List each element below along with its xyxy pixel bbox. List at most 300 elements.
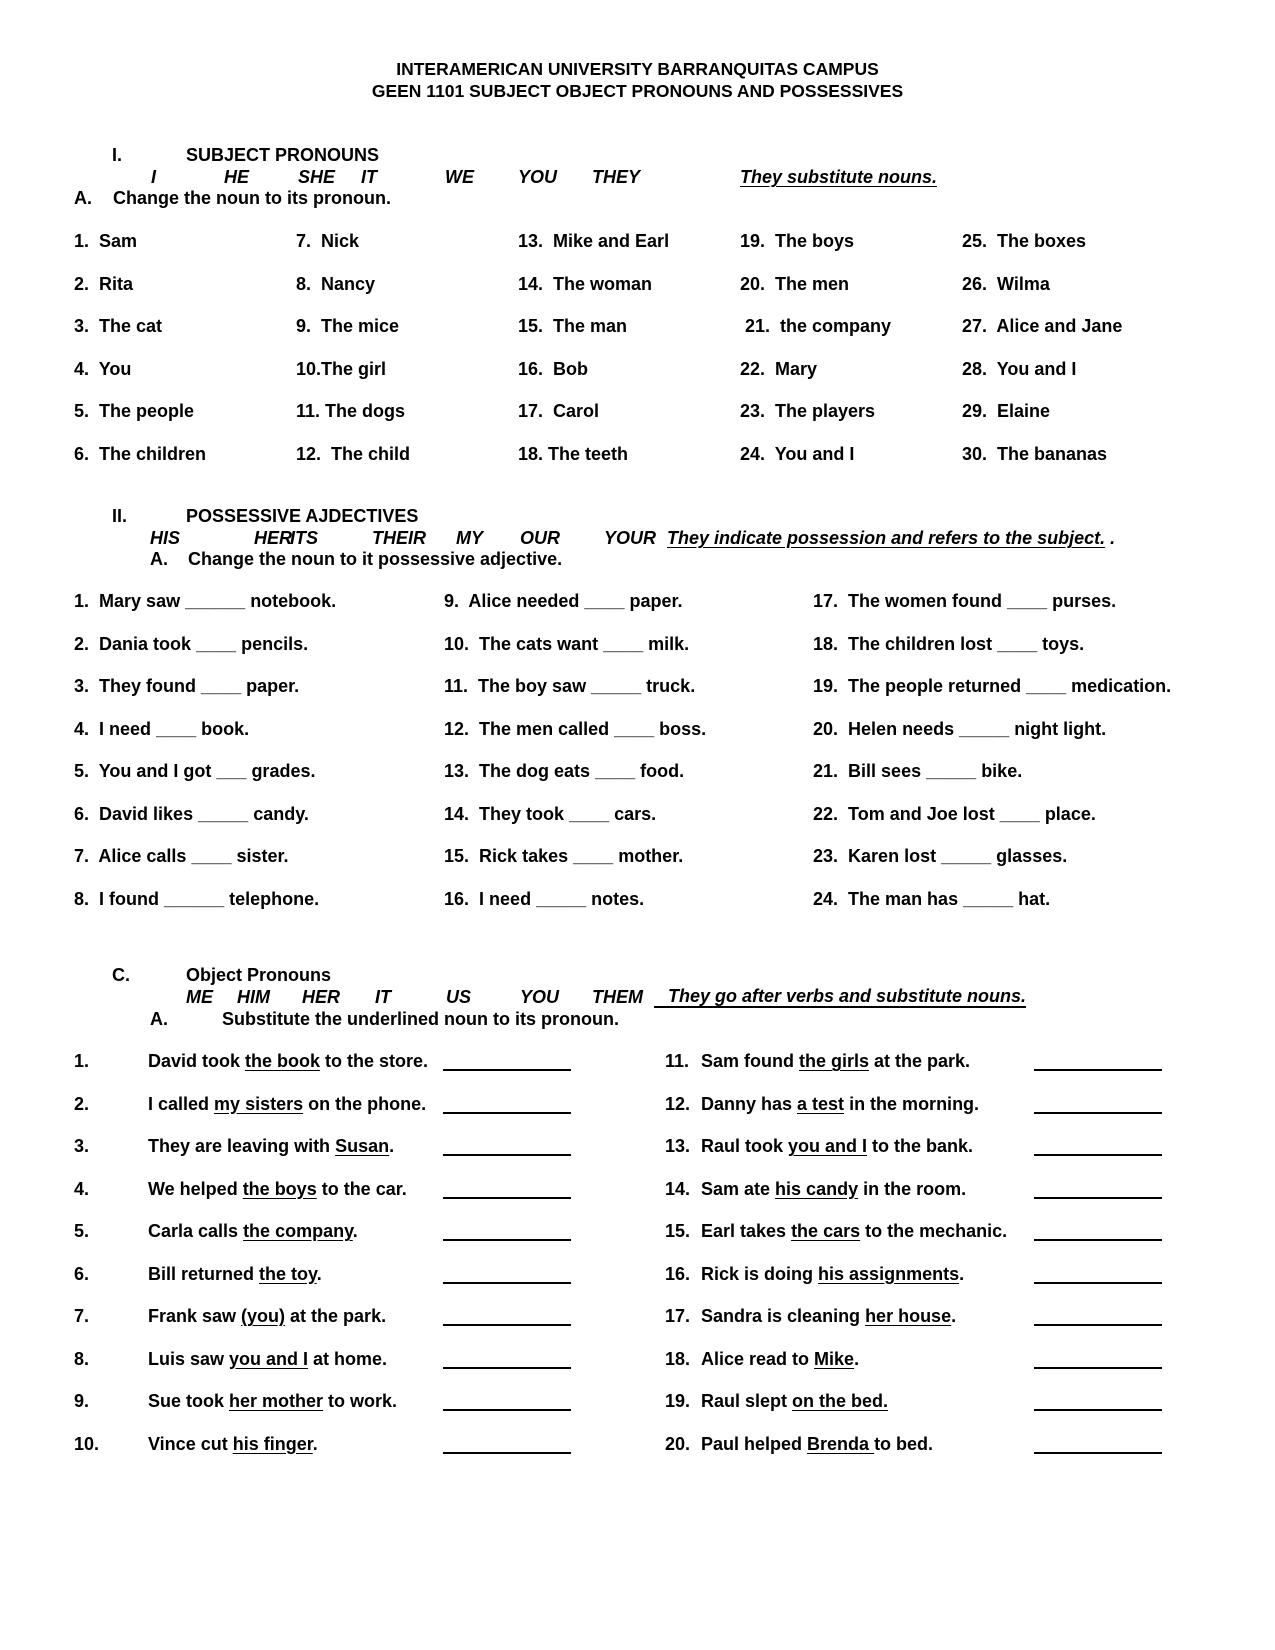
section3-numeral: C. <box>112 965 130 985</box>
fill-in-item <box>444 633 689 655</box>
pronoun: ME <box>186 987 213 1007</box>
fill-in-item <box>74 845 289 867</box>
sentence-end: to the bank. <box>867 1136 974 1156</box>
item-text-before: Rick takes <box>479 846 569 866</box>
item-text-before: I need <box>479 888 532 909</box>
item-number: 3. <box>74 676 90 696</box>
fill-in-item <box>813 590 1116 612</box>
item-number: 1. <box>74 591 90 611</box>
item-number: 5. <box>74 761 90 781</box>
noun-item: 14. The woman <box>518 273 653 294</box>
pronoun: I <box>151 167 157 187</box>
noun-item: 12. The child <box>296 443 411 464</box>
item-sentence <box>701 1433 933 1455</box>
item-text-before: The women found <box>848 591 1003 611</box>
noun-item: 19. The boys <box>740 231 855 251</box>
answer-blank[interactable]: ____ <box>584 591 625 611</box>
answer-line[interactable] <box>443 1154 571 1156</box>
sentence-start: We helped <box>148 1178 243 1199</box>
fill-in-item <box>444 718 706 740</box>
item-text-after: cars. <box>614 803 657 824</box>
underlined-noun: Mike <box>814 1348 855 1369</box>
item-number: 18. <box>665 1348 691 1369</box>
item-text-after: book. <box>201 718 250 739</box>
item-text-before: Alice calls <box>98 846 187 866</box>
section3-title: Object Pronouns <box>186 965 332 985</box>
noun-item: 13. Mike and Earl <box>518 231 670 251</box>
item-number: 8. <box>74 888 90 909</box>
item-sentence <box>148 1305 386 1327</box>
answer-blank[interactable]: ____ <box>595 761 636 781</box>
answer-line[interactable] <box>443 1069 571 1071</box>
underlined-noun: Susan <box>335 1136 390 1156</box>
fill-in-item <box>813 718 1106 740</box>
item-number: 21. <box>813 761 839 781</box>
underlined-noun: my sisters <box>214 1093 304 1114</box>
pronoun: YOUR <box>604 528 657 548</box>
underlined-noun: the toy <box>259 1263 317 1284</box>
sentence-end: to work. <box>323 1391 398 1411</box>
item-sentence <box>701 1050 970 1072</box>
item-text-after: glasses. <box>996 846 1068 866</box>
sentence-end: at home. <box>308 1348 388 1369</box>
underlined-noun: a test <box>797 1093 845 1114</box>
item-text-before: David likes <box>99 803 194 824</box>
sentence-start: Paul helped <box>701 1433 808 1454</box>
answer-blank[interactable]: ____ <box>1007 591 1048 611</box>
item-number: 2. <box>74 1093 90 1114</box>
item-text-after: grades. <box>251 761 316 781</box>
pronoun: MY <box>456 528 483 548</box>
item-number: 1. <box>74 1051 90 1071</box>
noun-item: 17. Carol <box>518 401 600 421</box>
item-number: 18. <box>813 633 839 654</box>
underlined-noun: her house <box>865 1306 952 1326</box>
item-text-before: You and I got <box>98 761 212 781</box>
answer-blank[interactable]: _____ <box>959 718 1010 739</box>
underlined-noun: you and I <box>229 1348 309 1369</box>
item-text-before: Tom and Joe lost <box>848 803 995 824</box>
pronoun: HER <box>302 987 341 1007</box>
sentence-end: at the park. <box>285 1306 387 1326</box>
item-text-after: medication. <box>1071 676 1172 696</box>
item-text-after: milk. <box>648 633 690 654</box>
item-text-after: toys. <box>1042 633 1085 654</box>
noun-item: 16. Bob <box>518 358 589 379</box>
item-sentence <box>701 1178 966 1200</box>
answer-line[interactable] <box>1034 1409 1162 1411</box>
item-number: 15. <box>444 846 470 866</box>
underlined-noun: her mother <box>229 1391 324 1411</box>
fill-in-item <box>813 888 1050 910</box>
answer-blank[interactable]: ____ <box>997 633 1038 654</box>
answer-blank[interactable]: ______ <box>185 591 246 611</box>
sentence-end: . <box>389 1136 395 1156</box>
item-text-after: food. <box>640 761 685 781</box>
sentence-start: Sue took <box>148 1391 230 1411</box>
pronoun: YOU <box>518 167 558 187</box>
noun-item: 11. The dogs <box>296 401 406 421</box>
pronoun: SHE <box>298 167 336 187</box>
item-text-before: The men called <box>479 718 610 739</box>
sentence-start: Bill returned <box>148 1263 260 1284</box>
item-number: 9. <box>74 1391 90 1411</box>
item-text-before: They took <box>479 803 565 824</box>
item-number: 3. <box>74 1136 90 1156</box>
pronoun: THEM <box>592 987 643 1007</box>
sentence-start: Raul took <box>701 1136 789 1156</box>
item-text-before: Karen lost <box>848 846 937 866</box>
answer-blank[interactable]: _____ <box>926 761 977 781</box>
item-sentence <box>701 1390 888 1412</box>
item-sentence <box>148 1433 318 1455</box>
answer-blank[interactable]: _____ <box>963 888 1014 909</box>
item-number: 12. <box>444 718 470 739</box>
pronoun: HER <box>254 528 293 548</box>
noun-item: 7. Nick <box>296 231 360 251</box>
fill-in-item <box>444 888 644 910</box>
underlined-noun: Brenda <box>807 1433 875 1454</box>
noun-item: 27. Alice and Jane <box>962 316 1123 336</box>
item-text-before: The man has <box>848 888 959 909</box>
noun-item: 21. the company <box>740 316 892 336</box>
noun-item: 18. The teeth <box>518 443 629 464</box>
pronoun: HIS <box>150 528 181 548</box>
answer-line[interactable] <box>1034 1197 1162 1199</box>
pronoun: ITS <box>290 528 319 548</box>
document-title-line2: GEEN 1101 SUBJECT OBJECT PRONOUNS AND POSSESSIVES <box>371 81 904 101</box>
item-text-before: They found <box>99 676 197 696</box>
noun-item: 4. You <box>74 358 132 379</box>
item-text-after: purses. <box>1052 591 1117 611</box>
fill-in-item <box>74 633 308 655</box>
item-number: 20. <box>665 1433 691 1454</box>
noun-item: 25. The boxes <box>962 231 1087 251</box>
section1-note: They substitute nouns. <box>740 167 938 187</box>
answer-line[interactable] <box>1034 1069 1162 1071</box>
fill-in-item <box>813 760 1022 782</box>
answer-blank[interactable]: ____ <box>573 846 614 866</box>
noun-item: 3. The cat <box>74 316 163 336</box>
noun-item: 29. Elaine <box>962 401 1051 421</box>
item-sentence <box>148 1263 322 1285</box>
item-number: 8. <box>74 1348 90 1369</box>
section2-note-trail: . <box>1105 528 1116 548</box>
noun-item: 22. Mary <box>740 358 818 379</box>
sentence-start: I called <box>148 1093 215 1114</box>
answer-line[interactable] <box>1034 1239 1162 1241</box>
item-text-after: paper. <box>629 591 683 611</box>
item-number: 14. <box>444 803 470 824</box>
sentence-end: to the car. <box>316 1178 407 1199</box>
answer-line[interactable] <box>443 1409 571 1411</box>
answer-line[interactable] <box>1034 1112 1162 1114</box>
item-text-before: Helen needs <box>848 718 955 739</box>
section1-instruction: Change the noun to its pronoun. <box>113 188 391 208</box>
sentence-end: to the mechanic. <box>860 1221 1008 1241</box>
noun-item: 20. The men <box>740 273 850 294</box>
fill-in-item <box>813 803 1096 825</box>
fill-in-item <box>813 633 1084 655</box>
answer-line[interactable] <box>443 1324 571 1326</box>
pronoun: HE <box>224 167 250 187</box>
sentence-end: at the park. <box>869 1051 971 1071</box>
answer-line[interactable] <box>1034 1154 1162 1156</box>
section2-title: POSSESSIVE AJDECTIVES <box>186 506 419 526</box>
item-number: 14. <box>665 1178 691 1199</box>
underlined-noun: his finger <box>232 1433 313 1454</box>
item-number: 10. <box>444 633 470 654</box>
underlined-noun: his assignments <box>818 1263 960 1284</box>
answer-line[interactable] <box>1034 1367 1162 1369</box>
fill-in-item <box>74 803 309 825</box>
sentence-start: Sandra is cleaning <box>701 1306 866 1326</box>
sentence-end: on the phone. <box>303 1093 427 1114</box>
item-number: 15. <box>665 1221 691 1241</box>
answer-blank[interactable]: _____ <box>591 676 642 696</box>
pronoun: IT <box>375 987 391 1007</box>
answer-line[interactable] <box>1034 1452 1162 1454</box>
item-text-before: The boy saw <box>478 676 587 696</box>
answer-blank[interactable]: ____ <box>999 803 1040 824</box>
noun-item: 15. The man <box>518 316 628 336</box>
item-number: 6. <box>74 803 90 824</box>
sentence-start: Carla calls <box>148 1221 244 1241</box>
sentence-end: . <box>959 1263 965 1284</box>
item-number: 13. <box>665 1136 691 1156</box>
answer-line[interactable] <box>1034 1324 1162 1326</box>
sentence-start: David took <box>148 1051 246 1071</box>
fill-in-item <box>444 675 695 697</box>
sentence-end: . <box>951 1306 957 1326</box>
noun-item: 9. The mice <box>296 316 400 336</box>
noun-item: 28. You and I <box>962 358 1077 379</box>
item-text-before: Mary saw <box>99 591 181 611</box>
sentence-start: Vince cut <box>148 1433 233 1454</box>
sentence-start: Frank saw <box>148 1306 242 1326</box>
section2-instruction: Change the noun to it possessive adjective. <box>188 549 563 569</box>
answer-line[interactable] <box>443 1197 571 1199</box>
item-text-before: The cats want <box>479 633 599 654</box>
item-text-after: truck. <box>646 676 696 696</box>
item-number: 22. <box>813 803 839 824</box>
sentence-start: Danny has <box>701 1093 798 1114</box>
section2-numeral: II. <box>112 506 128 526</box>
section3-note: They go after verbs and substitute nouns. <box>654 986 1026 1008</box>
item-sentence <box>148 1220 358 1242</box>
pronoun: THEY <box>592 167 641 187</box>
item-text-after: pencils. <box>241 633 309 654</box>
item-sentence <box>148 1050 428 1072</box>
answer-blank[interactable]: ____ <box>196 633 237 654</box>
section1-instruction-letter: A. <box>74 188 92 208</box>
item-sentence <box>701 1263 964 1285</box>
pronoun: WE <box>445 167 474 187</box>
pronoun: THEIR <box>372 528 426 548</box>
item-number: 7. <box>74 1306 90 1326</box>
item-number: 11. <box>444 676 469 696</box>
item-number: 2. <box>74 633 90 654</box>
fill-in-item <box>74 888 319 910</box>
fill-in-item <box>74 718 249 740</box>
item-text-before: The dog eats <box>479 761 591 781</box>
answer-blank[interactable]: _____ <box>536 888 587 909</box>
item-text-after: bike. <box>981 761 1023 781</box>
item-text-after: notes. <box>591 888 645 909</box>
answer-blank[interactable]: ____ <box>1026 676 1067 696</box>
sentence-end: . <box>854 1348 860 1369</box>
sentence-end: . <box>352 1221 358 1241</box>
item-number: 4. <box>74 1178 90 1199</box>
underlined-noun: you and I <box>788 1136 868 1156</box>
item-text-before: Alice needed <box>468 591 580 611</box>
item-text-before: Dania took <box>99 633 192 654</box>
pronoun: US <box>446 987 472 1007</box>
answer-blank[interactable]: ____ <box>156 718 197 739</box>
fill-in-item <box>813 845 1067 867</box>
underlined-noun: his candy <box>775 1178 859 1199</box>
item-number: 17. <box>665 1306 691 1326</box>
section2-note-wrap <box>667 527 1115 549</box>
noun-item: 23. The players <box>740 401 876 421</box>
answer-line[interactable] <box>443 1282 571 1284</box>
underlined-noun: the company <box>243 1221 353 1241</box>
item-text-after: telephone. <box>229 888 320 909</box>
item-number: 16. <box>665 1263 691 1284</box>
noun-item: 1. Sam <box>74 231 138 251</box>
item-text-after: mother. <box>618 846 684 866</box>
item-text-after: boss. <box>659 718 707 739</box>
sentence-end: to bed. <box>874 1433 934 1454</box>
item-text-before: Bill sees <box>848 761 922 781</box>
item-sentence <box>148 1178 407 1200</box>
answer-blank[interactable]: ____ <box>191 846 232 866</box>
sentence-end: to the store. <box>320 1051 429 1071</box>
underlined-noun: (you) <box>241 1306 286 1326</box>
pronoun: HIM <box>237 987 270 1007</box>
item-number: 9. <box>444 591 460 611</box>
item-text-before: I found <box>99 888 160 909</box>
sentence-start: Rick is doing <box>701 1263 819 1284</box>
sentence-start: Sam ate <box>701 1178 776 1199</box>
section1-numeral: I. <box>112 145 123 165</box>
noun-item: 10.The girl <box>296 358 387 379</box>
answer-blank[interactable]: ____ <box>201 676 242 696</box>
fill-in-item <box>74 590 336 612</box>
fill-in-item <box>74 675 299 697</box>
sentence-end: in the room. <box>858 1178 967 1199</box>
underlined-noun: the boys <box>242 1178 317 1199</box>
item-sentence <box>701 1348 859 1370</box>
answer-blank[interactable]: ______ <box>164 888 225 909</box>
answer-line[interactable] <box>443 1112 571 1114</box>
answer-blank[interactable]: _____ <box>198 803 249 824</box>
item-text-before: The children lost <box>848 633 993 654</box>
item-text-before: I need <box>99 718 152 739</box>
item-number: 16. <box>444 888 470 909</box>
answer-line[interactable] <box>1034 1282 1162 1284</box>
underlined-noun: the book <box>245 1051 321 1071</box>
sentence-end: . <box>316 1263 322 1284</box>
answer-blank[interactable]: _____ <box>941 846 992 866</box>
item-number: 19. <box>813 676 839 696</box>
item-sentence <box>701 1093 979 1115</box>
answer-line[interactable] <box>443 1367 571 1369</box>
item-text-after: night light. <box>1014 718 1107 739</box>
sentence-start: Sam found <box>701 1051 799 1071</box>
item-number: 13. <box>444 761 470 781</box>
section2-note: They indicate possession and refers to the subject. <box>667 528 1106 548</box>
item-number: 4. <box>74 718 90 739</box>
pronoun: YOU <box>520 987 560 1007</box>
sentence-start: Earl takes <box>701 1221 792 1241</box>
item-text-after: hat. <box>1018 888 1051 909</box>
sentence-end: . <box>312 1433 318 1454</box>
noun-item: 8. Nancy <box>296 273 376 294</box>
item-number: 11. <box>665 1051 690 1071</box>
item-number: 17. <box>813 591 839 611</box>
document-title-line1: INTERAMERICAN UNIVERSITY BARRANQUITAS CAMPUS <box>396 59 879 79</box>
fill-in-item <box>444 845 683 867</box>
section3-instruction: Substitute the underlined noun to its pronoun. <box>222 1009 619 1029</box>
item-number: 24. <box>813 888 839 909</box>
item-number: 12. <box>665 1093 691 1114</box>
answer-blank[interactable]: ____ <box>614 718 655 739</box>
fill-in-item <box>813 675 1171 697</box>
noun-item: 24. You and I <box>740 443 855 464</box>
answer-blank[interactable]: ___ <box>216 761 247 781</box>
answer-line[interactable] <box>443 1239 571 1241</box>
item-number: 5. <box>74 1221 90 1241</box>
answer-blank[interactable]: ____ <box>603 633 644 654</box>
answer-line[interactable] <box>443 1452 571 1454</box>
section2-instruction-letter: A. <box>150 549 168 569</box>
noun-item: 6. The children <box>74 443 207 464</box>
pronoun: IT <box>361 167 377 187</box>
noun-item: 26. Wilma <box>962 273 1050 294</box>
item-sentence <box>148 1093 426 1115</box>
item-number: 7. <box>74 846 90 866</box>
item-text-after: place. <box>1044 803 1096 824</box>
section1-title: SUBJECT PRONOUNS <box>186 145 380 165</box>
item-sentence <box>701 1135 973 1157</box>
underlined-noun: on the bed. <box>792 1391 889 1411</box>
sentence-start: They are leaving with <box>148 1136 336 1156</box>
sentence-end: in the morning. <box>844 1093 980 1114</box>
item-number: 23. <box>813 846 839 866</box>
sentence-start: Raul slept <box>701 1391 793 1411</box>
item-text-after: candy. <box>253 803 309 824</box>
item-text-after: notebook. <box>250 591 337 611</box>
fill-in-item <box>74 760 315 782</box>
sentence-start: Luis saw <box>148 1348 230 1369</box>
fill-in-item <box>444 803 656 825</box>
sentence-start: Alice read to <box>701 1348 815 1369</box>
underlined-noun: the cars <box>791 1221 861 1241</box>
fill-in-item <box>444 590 683 612</box>
item-text-before: The people returned <box>848 676 1022 696</box>
item-text-after: sister. <box>236 846 289 866</box>
noun-item: 30. The bananas <box>962 443 1108 464</box>
item-sentence <box>701 1220 1007 1242</box>
underlined-noun: the girls <box>799 1051 870 1071</box>
item-text-after: paper. <box>246 676 300 696</box>
item-sentence <box>701 1305 956 1327</box>
item-sentence <box>148 1390 397 1412</box>
section3-instruction-letter: A. <box>150 1009 168 1029</box>
fill-in-item <box>444 760 684 782</box>
answer-blank[interactable]: ____ <box>569 803 610 824</box>
